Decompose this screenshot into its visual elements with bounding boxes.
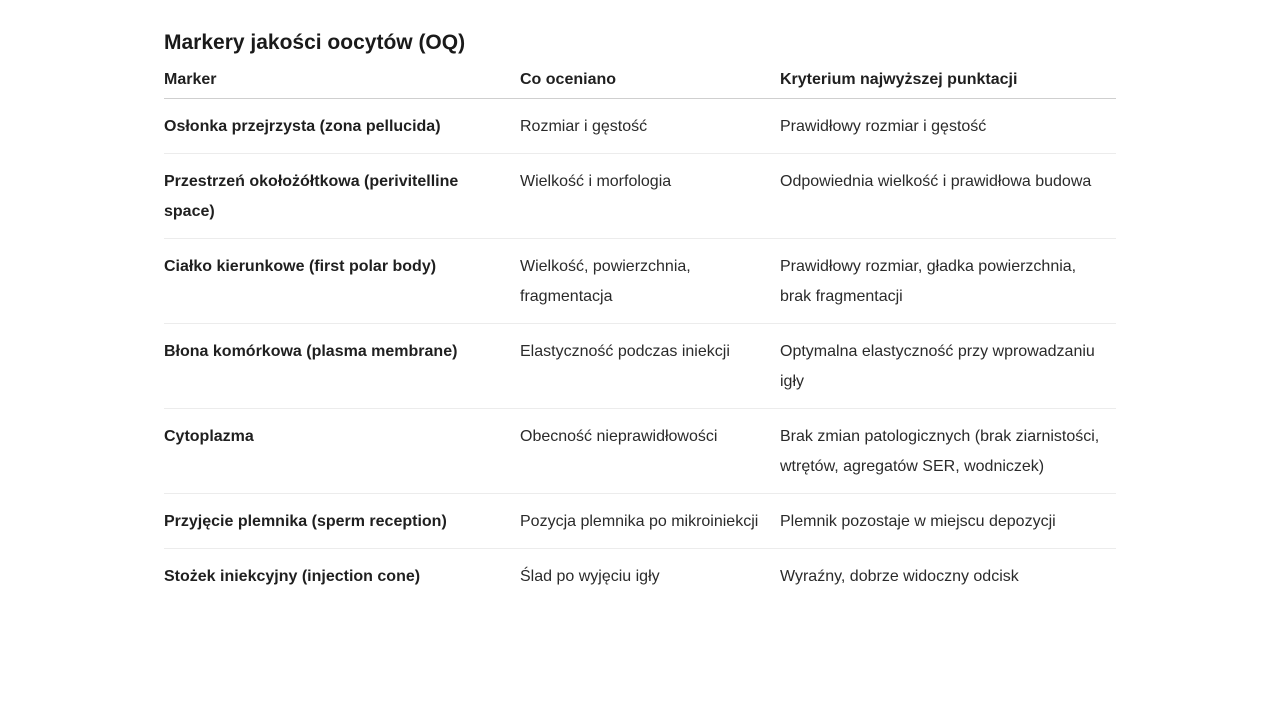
- criterion-cell: Brak zmian patologicznych (brak ziarnistości, wtrętów, agregatów SER, wodniczek): [780, 409, 1116, 494]
- criterion-cell: Plemnik pozostaje w miejscu depozycji: [780, 494, 1116, 549]
- table-header-row: [164, 70, 1116, 99]
- assessed-cell: Pozycja plemnika po mikroiniekcji: [520, 494, 780, 549]
- column-header-marker: Marker: [164, 70, 520, 99]
- table-row: [164, 409, 1116, 494]
- table-row: [164, 549, 1116, 604]
- oocyte-markers-table: [164, 70, 1116, 603]
- marker-cell: Błona komórkowa (plasma membrane): [164, 324, 520, 409]
- criterion-cell: Prawidłowy rozmiar i gęstość: [780, 99, 1116, 154]
- marker-cell: Przestrzeń okołożółtkowa (perivitelline space): [164, 154, 520, 239]
- marker-cell: Cytoplazma: [164, 409, 520, 494]
- criterion-cell: Prawidłowy rozmiar, gładka powierzchnia, brak fragmentacji: [780, 239, 1116, 324]
- assessed-cell: Wielkość i morfologia: [520, 154, 780, 239]
- criterion-cell: Optymalna elastyczność przy wprowadzaniu igły: [780, 324, 1116, 409]
- marker-cell: Ciałko kierunkowe (first polar body): [164, 239, 520, 324]
- table-row: [164, 324, 1116, 409]
- column-header-criterion: Kryterium najwyższej punktacji: [780, 70, 1116, 99]
- marker-cell: Przyjęcie plemnika (sperm reception): [164, 494, 520, 549]
- assessed-cell: Ślad po wyjęciu igły: [520, 568, 660, 585]
- table-row: [164, 494, 1116, 549]
- assessed-cell: Wielkość, powierzchnia, fragmentacja: [520, 239, 780, 324]
- assessed-cell: Obecność nieprawidłowości: [520, 409, 780, 494]
- page-title: Markery jakości oocytów (OQ): [164, 31, 466, 54]
- table-row: [164, 239, 1116, 324]
- criterion-cell: Odpowiednia wielkość i prawidłowa budowa: [780, 154, 1116, 239]
- table-row: [164, 99, 1116, 154]
- assessed-cell: Elastyczność podczas iniekcji: [520, 324, 780, 409]
- table-row: [164, 154, 1116, 239]
- marker-cell: Stożek iniekcyjny (injection cone): [164, 568, 421, 585]
- marker-cell: Osłonka przejrzysta (zona pellucida): [164, 99, 520, 154]
- criterion-cell: Wyraźny, dobrze widoczny odcisk: [780, 568, 1019, 585]
- column-header-assessed: Co oceniano: [520, 70, 780, 99]
- document: [164, 26, 1116, 603]
- assessed-cell: Rozmiar i gęstość: [520, 99, 780, 154]
